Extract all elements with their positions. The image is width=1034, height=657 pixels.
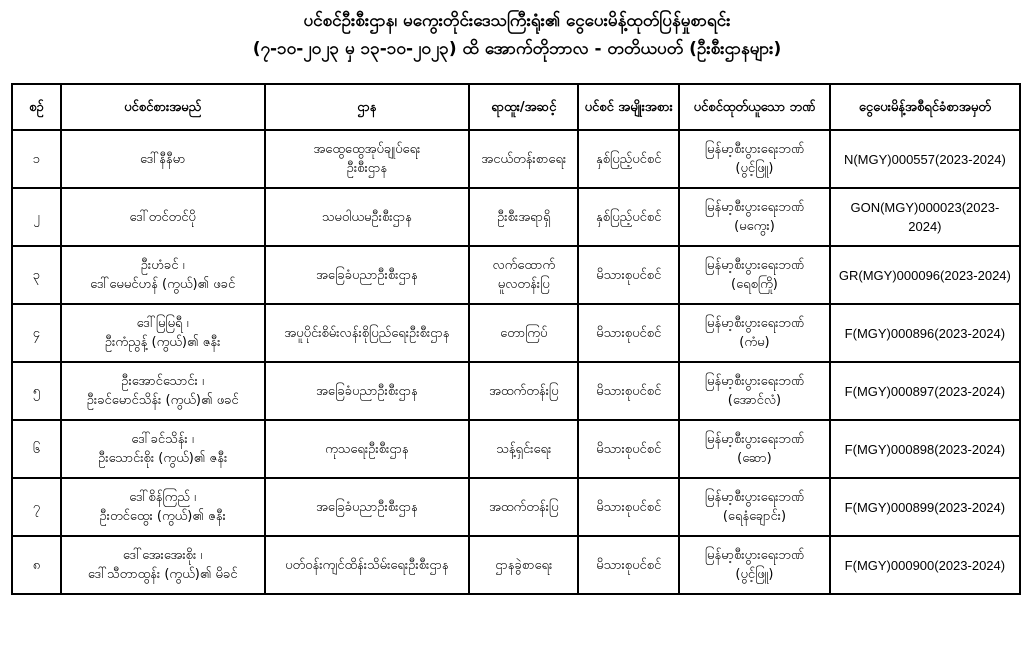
cell-type-line: မိသားစုပင်စင်	[596, 325, 662, 341]
cell-bank	[679, 420, 830, 478]
cell-bank	[679, 304, 830, 362]
cell-type	[578, 478, 679, 536]
cell-bank-line: မြန်မာ့စီးပွားရေးဘဏ်	[704, 490, 805, 505]
table-row	[12, 362, 1020, 420]
cell-no-line: ၅	[32, 383, 41, 399]
cell-rank	[469, 130, 578, 188]
cell-rank-line: အထက်တန်းပြ	[489, 383, 559, 399]
cell-rank	[469, 536, 578, 594]
cell-no-line: ၆	[32, 441, 41, 457]
cell-bank	[679, 246, 830, 304]
cell-code	[830, 536, 1020, 594]
cell-name-line: ဒေါ်မြမြရီ ၊	[136, 316, 189, 331]
cell-type	[578, 420, 679, 478]
cell-no-line: ၈	[32, 557, 41, 573]
cell-name-line: ဒေါ်စိန်ကြည် ၊	[129, 490, 197, 505]
cell-no	[12, 536, 61, 594]
cell-name	[61, 362, 265, 420]
cell-type-line: နှစ်ပြည့်ပင်စင်	[596, 209, 662, 225]
cell-bank-line: မြန်မာ့စီးပွားရေးဘဏ်	[704, 200, 805, 215]
cell-bank	[679, 478, 830, 536]
cell-code-line: F(MGY)000896(2023-2024)	[844, 325, 1006, 341]
cell-dept-line: ပတ်ဝန်းကျင်ထိန်းသိမ်းရေးဦးစီးဌာန	[285, 557, 449, 573]
cell-code-line: GON(MGY)000023(2023-2024)	[850, 200, 1000, 234]
cell-name-line: ဦးဟံခင် ၊	[140, 258, 185, 273]
cell-type	[578, 536, 679, 594]
cell-type	[578, 188, 679, 246]
cell-name-line: ဦးကံညွန့် (ကွယ်)၏ ဇနီး	[104, 335, 221, 350]
cell-code-line: F(MGY)000899(2023-2024)	[844, 499, 1006, 515]
title-line-2: (၇-၁၀-၂၀၂၃ မှ ၁၃-၁၀-၂၀၂၃) ထိ အောက်တိုဘာလ - တတိယပတ် (ဦးစီးဌာနများ)	[252, 39, 782, 59]
cell-bank-line: (ရေစကြို)	[731, 277, 778, 292]
cell-name-line: ဦးအောင်သောင်း ၊	[121, 374, 205, 389]
table-row	[12, 420, 1020, 478]
cell-name	[61, 478, 265, 536]
cell-bank-line: (ဆော)	[737, 451, 772, 466]
cell-code	[830, 304, 1020, 362]
header-dept: ဌာန	[265, 84, 470, 130]
cell-no-line: ၁	[32, 151, 41, 167]
table-row	[12, 130, 1020, 188]
cell-dept-line: အခြေခံပညာဦးစီးဌာန	[315, 267, 418, 283]
cell-name-line: ဒေါ်ခင်သိန်း ၊	[131, 432, 194, 447]
cell-rank-line: လက်ထောက်	[492, 258, 556, 273]
cell-code	[830, 188, 1020, 246]
cell-dept	[265, 420, 470, 478]
cell-code-line: F(MGY)000898(2023-2024)	[844, 441, 1006, 457]
cell-rank-line: မူလတန်းပြ	[497, 277, 550, 292]
cell-bank	[679, 188, 830, 246]
cell-bank-line: မြန်မာ့စီးပွားရေးဘဏ်	[704, 258, 805, 273]
cell-bank	[679, 130, 830, 188]
header-bank: ပင်စင်ထုတ်ယူသော ဘဏ်	[679, 84, 830, 130]
title-line-1: ပင်စင်ဦးစီးဌာန၊ မကွေးတိုင်းဒေသကြီးရုံး၏ ငွေပေးမိန့်ထုတ်ပြန်မှုစာရင်း	[303, 11, 731, 31]
table-row	[12, 246, 1020, 304]
cell-rank	[469, 478, 578, 536]
cell-bank	[679, 362, 830, 420]
cell-code-line: F(MGY)000897(2023-2024)	[844, 383, 1006, 399]
cell-type	[578, 130, 679, 188]
cell-type-line: မိသားစုပင်စင်	[596, 557, 662, 573]
cell-name	[61, 130, 265, 188]
cell-rank-line: ဌာနခွဲစာရေး	[495, 557, 553, 573]
table-row	[12, 304, 1020, 362]
cell-name	[61, 304, 265, 362]
cell-bank-line: (ပွင့်ဖြူ)	[735, 161, 774, 176]
cell-no	[12, 362, 61, 420]
cell-no	[12, 420, 61, 478]
cell-no	[12, 478, 61, 536]
cell-name	[61, 420, 265, 478]
cell-rank-line: တောကြပ်	[500, 325, 548, 341]
cell-no-line: ၃	[32, 267, 41, 283]
cell-dept-line: အခြေခံပညာဦးစီးဌာန	[315, 499, 418, 515]
header-name: ပင်စင်စားအမည်	[61, 84, 265, 130]
cell-code	[830, 420, 1020, 478]
cell-name-line: ဦးတင်ထွေး (ကွယ်)၏ ဇနီး	[99, 509, 226, 524]
cell-rank	[469, 188, 578, 246]
cell-no-line: ၄	[32, 325, 41, 341]
table-body	[12, 130, 1020, 594]
cell-dept-line: ဦးစီးဌာန	[346, 161, 388, 176]
cell-type-line: မိသားစုပင်စင်	[596, 383, 662, 399]
cell-rank	[469, 246, 578, 304]
cell-bank	[679, 536, 830, 594]
cell-no	[12, 130, 61, 188]
cell-bank-line: (ပွင့်ဖြူ)	[735, 567, 774, 582]
cell-no-line: ၂	[33, 209, 40, 225]
cell-name-line: ဒေါ်တင်တင်ပို	[129, 209, 196, 225]
cell-dept	[265, 246, 470, 304]
cell-name-line: ဦးခင်မောင်သိန်း (ကွယ်)၏ ဖခင်	[86, 393, 239, 408]
cell-no	[12, 246, 61, 304]
cell-name	[61, 246, 265, 304]
cell-type	[578, 362, 679, 420]
cell-rank	[469, 304, 578, 362]
cell-code	[830, 130, 1020, 188]
cell-type	[578, 246, 679, 304]
cell-name-line: ဒေါ်မေမင်ဟန် (ကွယ်)၏ ဖခင်	[90, 277, 236, 292]
table-row	[12, 478, 1020, 536]
cell-dept-line: ကုသရေးဦးစီးဌာန	[325, 441, 409, 457]
cell-bank-line: မြန်မာ့စီးပွားရေးဘဏ်	[704, 548, 805, 563]
table-row	[12, 188, 1020, 246]
cell-no	[12, 304, 61, 362]
cell-type-line: မိသားစုပင်စင်	[596, 267, 662, 283]
table-row	[12, 536, 1020, 594]
header-rank: ရာထူး/အဆင့်	[469, 84, 578, 130]
cell-no-line: ၇	[32, 499, 41, 515]
cell-bank-line: မြန်မာ့စီးပွားရေးဘဏ်	[704, 142, 805, 157]
cell-rank-line: ဦးစီးအရာရှိ	[497, 209, 551, 225]
cell-type	[578, 304, 679, 362]
cell-type-line: မိသားစုပင်စင်	[596, 441, 662, 457]
cell-dept	[265, 362, 470, 420]
cell-dept-line: သမဝါယမဦးစီးဌာန	[321, 209, 412, 225]
cell-name-line: ဒေါ်အေးအေးစိုး ၊	[122, 548, 203, 563]
cell-dept-line: အပူပိုင်းစိမ်းလန်းစိုပြည်ရေးဦးစီးဌာန	[284, 325, 450, 341]
cell-name	[61, 188, 265, 246]
cell-rank	[469, 362, 578, 420]
cell-dept	[265, 188, 470, 246]
cell-code	[830, 362, 1020, 420]
cell-dept-line: အထွေထွေအုပ်ချုပ်ရေး	[313, 142, 421, 157]
cell-code	[830, 246, 1020, 304]
cell-dept	[265, 130, 470, 188]
cell-name-line: ဦးသောင်းစိုး (ကွယ်)၏ ဇနီး	[98, 451, 228, 466]
cell-code-line: N(MGY)000557(2023-2024)	[843, 151, 1006, 167]
cell-bank-line: မြန်မာ့စီးပွားရေးဘဏ်	[704, 432, 805, 447]
cell-bank-line: (အောင်လံ)	[727, 393, 782, 408]
pension-table	[11, 83, 1021, 595]
cell-bank-line: (မကွေး)	[734, 219, 775, 234]
header-code: ငွေပေးမိန့်အစီရင်ခံစာအမှတ်	[830, 84, 1020, 130]
cell-code-line: GR(MGY)000096(2023-2024)	[838, 267, 1011, 283]
cell-dept	[265, 304, 470, 362]
cell-rank-line: အငယ်တန်းစာရေး	[481, 151, 567, 167]
cell-bank-line: မြန်မာ့စီးပွားရေးဘဏ်	[704, 374, 805, 389]
header-type: ပင်စင် အမျိုးအစား	[578, 84, 679, 130]
cell-name-line: ဒေါ်နီနီမာ	[139, 151, 186, 167]
cell-name-line: ဒေါ်သီတာထွန်း (ကွယ်)၏ မိခင်	[87, 567, 238, 582]
table-header-row	[12, 84, 1020, 130]
cell-dept-line: အခြေခံပညာဦးစီးဌာန	[315, 383, 418, 399]
cell-code	[830, 478, 1020, 536]
cell-bank-line: (ရေနံချောင်း)	[722, 509, 787, 524]
cell-type-line: နှစ်ပြည့်ပင်စင်	[596, 151, 662, 167]
cell-dept	[265, 536, 470, 594]
cell-type-line: မိသားစုပင်စင်	[596, 499, 662, 515]
cell-rank-line: အထက်တန်းပြ	[489, 499, 559, 515]
cell-no	[12, 188, 61, 246]
cell-bank-line: မြန်မာ့စီးပွားရေးဘဏ်	[704, 316, 805, 331]
cell-code-line: F(MGY)000900(2023-2024)	[844, 557, 1006, 573]
cell-rank	[469, 420, 578, 478]
cell-bank-line: (ကံမ)	[739, 335, 770, 350]
cell-name	[61, 536, 265, 594]
cell-rank-line: သန့်ရှင်းရေး	[496, 441, 552, 457]
header-no: စဉ်	[12, 84, 61, 130]
cell-dept	[265, 478, 470, 536]
